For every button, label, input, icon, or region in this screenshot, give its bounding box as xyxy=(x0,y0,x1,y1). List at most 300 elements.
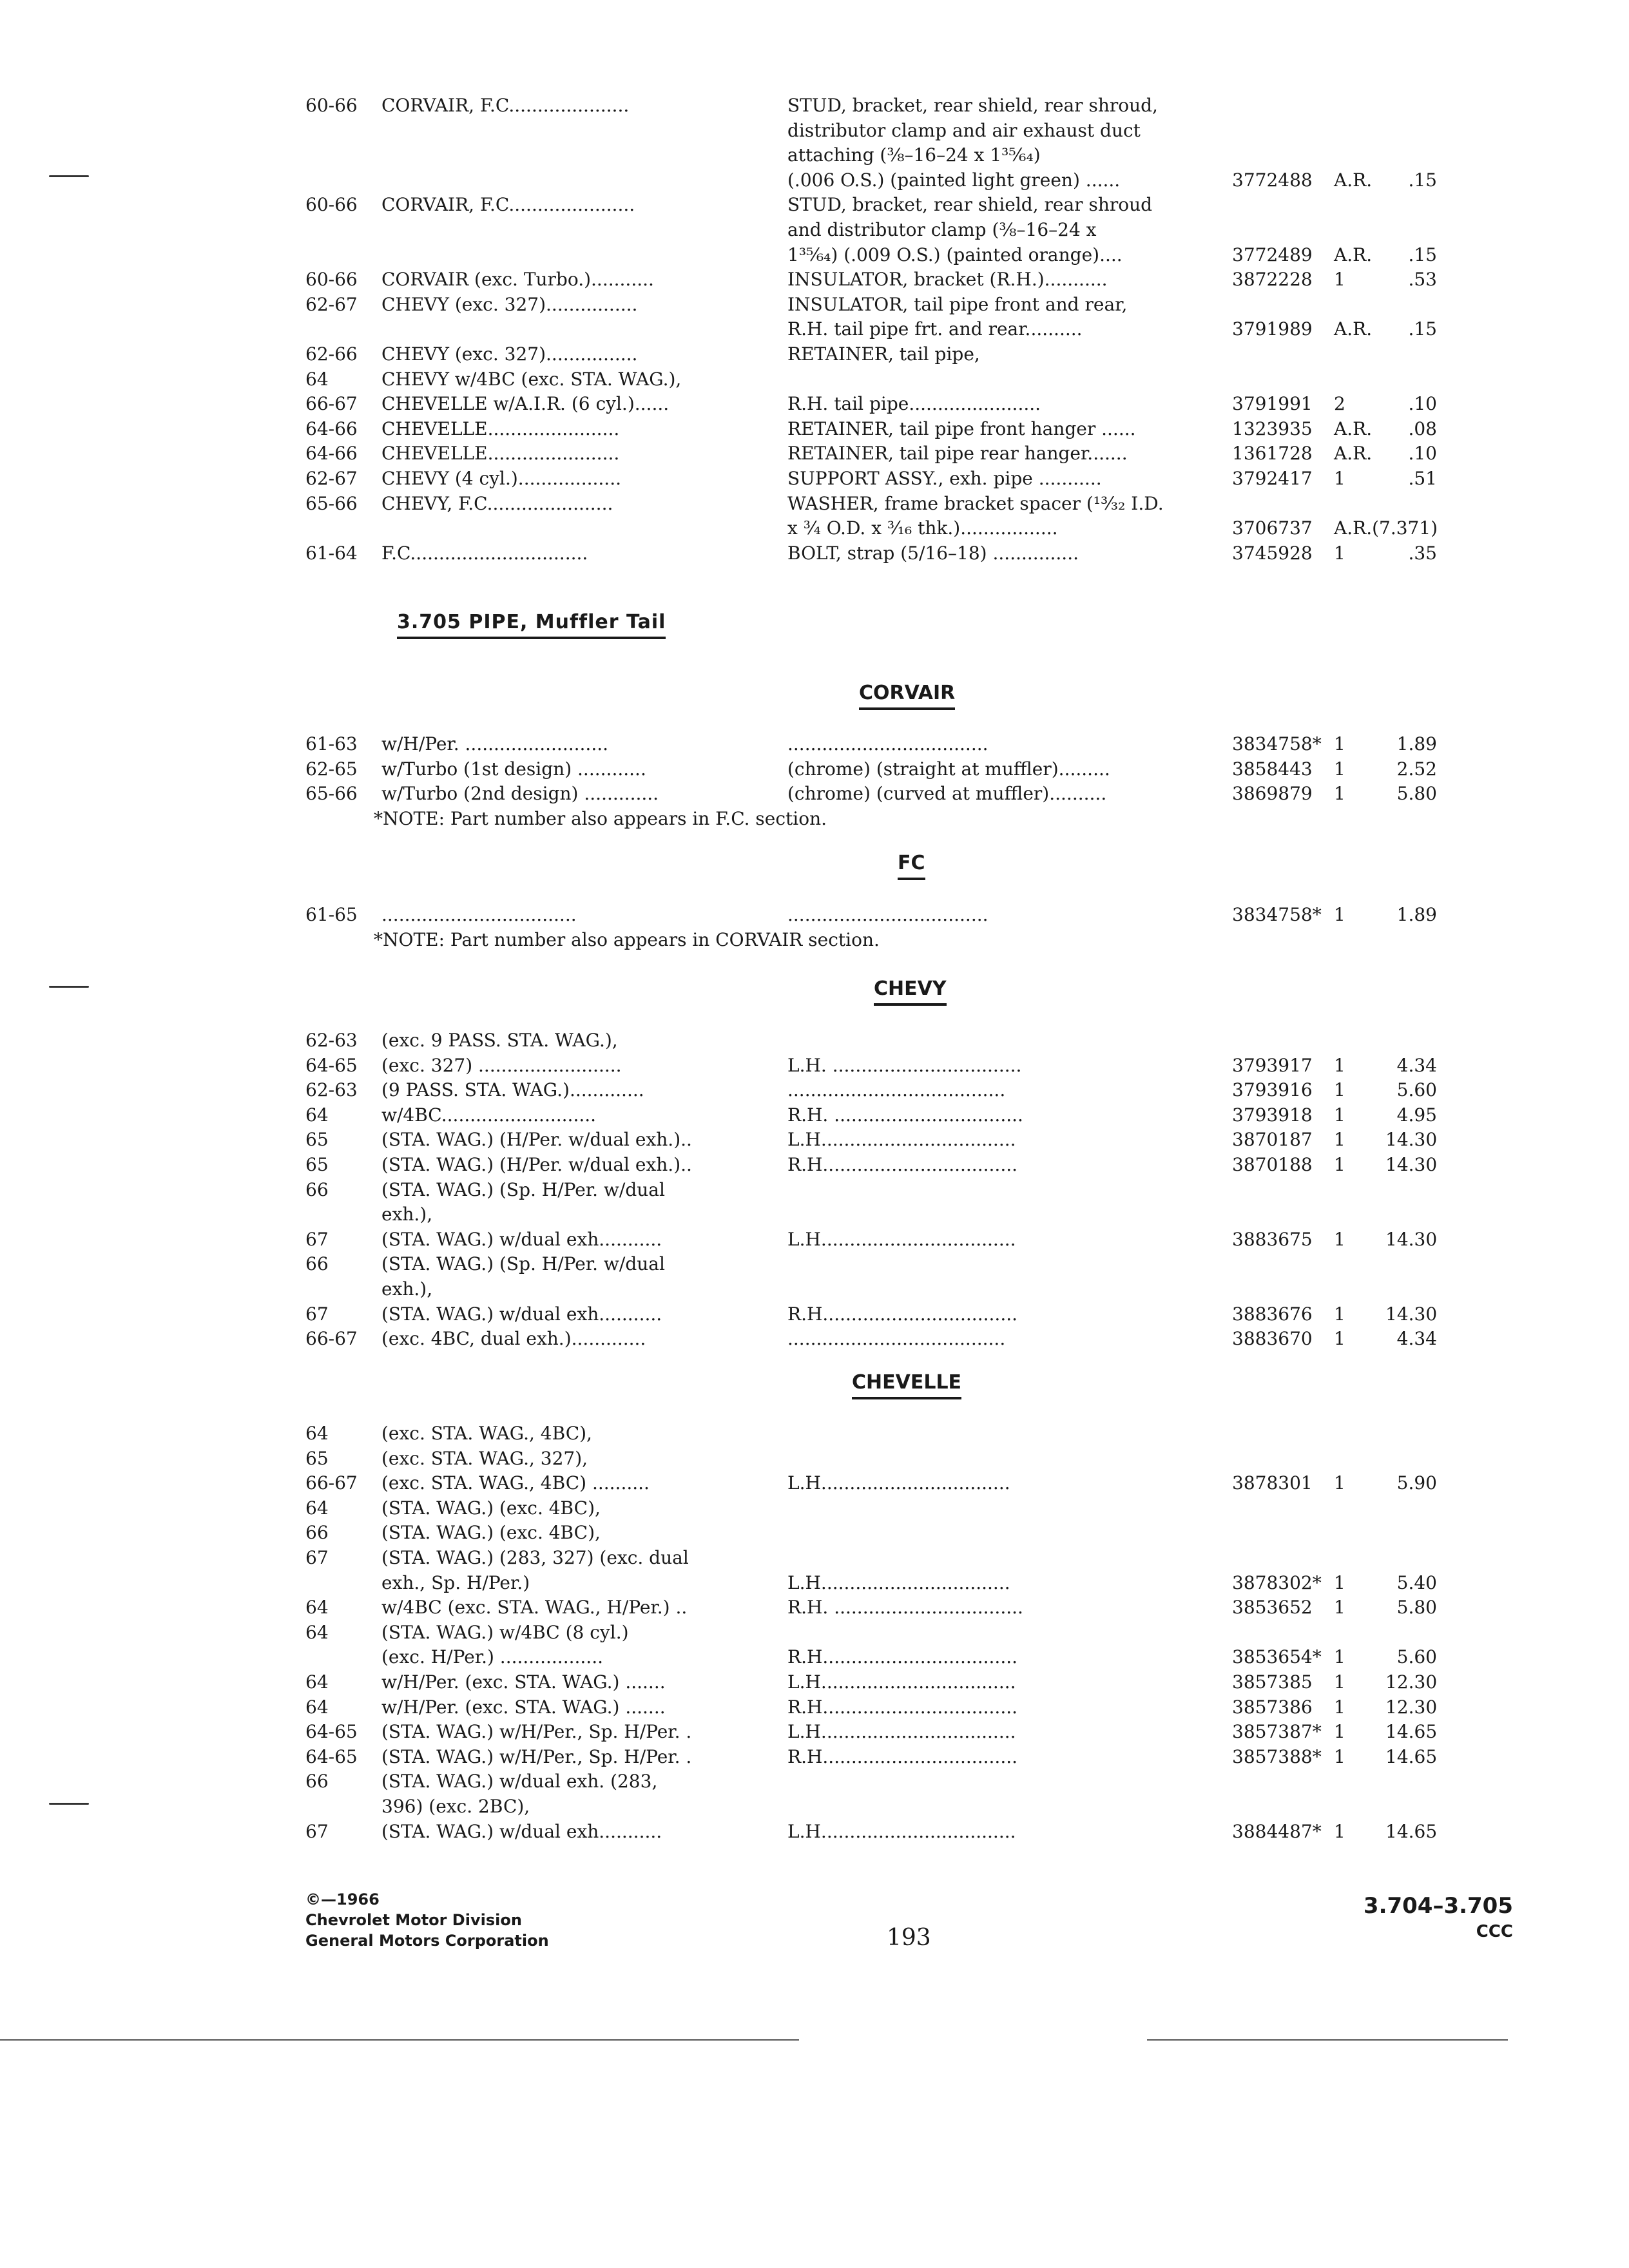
part-number-cell: 3869879 xyxy=(1232,783,1313,805)
price-cell: .15 xyxy=(1408,244,1437,265)
parts-row xyxy=(0,1819,1629,1845)
parts-row xyxy=(0,1545,1629,1571)
quantity-cell: 1 xyxy=(1334,758,1345,780)
description-cell: (.006 O.S.) (painted light green) ...... xyxy=(787,169,1121,191)
description-cell: L.H.................................. xyxy=(787,1129,1016,1151)
part-number-cell: 3706737 xyxy=(1232,517,1313,539)
part-number-cell: 3853652 xyxy=(1232,1597,1313,1619)
year-cell: 64 xyxy=(305,1104,329,1126)
price-cell: 4.34 xyxy=(1396,1328,1437,1350)
model-cell: CHEVY w/4BC (exc. STA. WAG.), xyxy=(381,368,682,390)
part-number-cell: 3878302* xyxy=(1232,1571,1322,1593)
parts-row xyxy=(0,316,1629,342)
year-cell: 62-67 xyxy=(305,293,358,315)
description-cell: R.H.................................. xyxy=(787,1154,1018,1175)
part-number-cell: 3745928 xyxy=(1232,542,1313,564)
parts-row xyxy=(0,1669,1629,1695)
model-cell: (STA. WAG.) (283, 327) (exc. dual xyxy=(381,1547,689,1568)
model-cell: (STA. WAG.) (Sp. H/Per. w/dual xyxy=(381,1253,665,1275)
division-text: Chevrolet Motor Division xyxy=(305,1911,522,1929)
year-cell: 60-66 xyxy=(305,95,358,116)
parts-row xyxy=(0,341,1629,367)
parts-row xyxy=(0,168,1629,193)
quantity-cell: 1 xyxy=(1334,1472,1345,1494)
model-cell: w/4BC (exc. STA. WAG., H/Per.) .. xyxy=(381,1597,688,1619)
quantity-cell: 1 xyxy=(1334,904,1345,925)
model-cell: (STA. WAG.) w/dual exh. (283, xyxy=(381,1771,658,1792)
parts-row xyxy=(0,731,1629,757)
model-cell: w/Turbo (2nd design) ............. xyxy=(381,783,659,805)
description-cell: 1³⁵⁄₆₄) (.009 O.S.) (painted orange).... xyxy=(787,244,1123,265)
part-number-cell: 3791991 xyxy=(1232,393,1313,415)
model-cell: (exc. 327) ......................... xyxy=(381,1054,622,1076)
description-cell: STUD, bracket, rear shield, rear shroud xyxy=(787,194,1153,216)
price-cell: 2.52 xyxy=(1396,758,1437,780)
parts-row xyxy=(0,367,1629,392)
description-cell: WASHER, frame bracket spacer (¹³⁄₃₂ I.D. xyxy=(787,492,1164,514)
parts-row xyxy=(0,416,1629,442)
parts-row xyxy=(0,242,1629,268)
corporation-text: General Motors Corporation xyxy=(305,1932,549,1950)
part-number-cell: 3793917 xyxy=(1232,1054,1313,1076)
chevy-heading-underline xyxy=(874,1003,947,1006)
quantity-cell: 1 xyxy=(1334,1328,1345,1350)
page-number: 193 xyxy=(887,1925,931,1951)
parts-row xyxy=(0,1053,1629,1079)
fc-heading-text: FC xyxy=(898,852,925,874)
model-cell: (exc. H/Per.) .................. xyxy=(381,1646,604,1668)
description-cell: L.H.................................. xyxy=(787,1721,1016,1743)
part-number-cell: 3793916 xyxy=(1232,1079,1313,1101)
parts-row xyxy=(0,1302,1629,1327)
price-cell: 14.30 xyxy=(1385,1129,1438,1151)
quantity-cell: 1 xyxy=(1334,733,1345,754)
parts-row xyxy=(0,1495,1629,1521)
price-cell: 4.95 xyxy=(1396,1104,1437,1126)
corvair-heading xyxy=(859,680,955,710)
year-cell: 62-63 xyxy=(305,1030,358,1051)
description-cell: attaching (⅜–16–24 x 1³⁵⁄₆₄) xyxy=(787,144,1041,166)
margin-mark xyxy=(49,1803,89,1805)
parts-row xyxy=(0,1251,1629,1277)
year-cell: 65-66 xyxy=(305,492,358,514)
price-cell: 1.89 xyxy=(1396,733,1437,754)
section-title-underline xyxy=(397,637,666,639)
year-cell: 61-65 xyxy=(305,904,358,925)
parts-row xyxy=(0,1644,1629,1670)
quantity-cell: A.R.(7.371) xyxy=(1334,517,1438,539)
year-cell: 61-63 xyxy=(305,733,358,754)
model-cell: (exc. 4BC, dual exh.)............. xyxy=(381,1328,646,1350)
year-cell: 64 xyxy=(305,1671,329,1693)
model-cell: (STA. WAG.) w/4BC (8 cyl.) xyxy=(381,1621,629,1643)
year-cell: 62-63 xyxy=(305,1079,358,1101)
model-cell: CHEVY (exc. 327)................ xyxy=(381,293,638,315)
description-cell: INSULATOR, bracket (R.H.)........... xyxy=(787,269,1108,291)
model-cell: F.C............................... xyxy=(381,542,588,564)
year-cell: 62-65 xyxy=(305,758,358,780)
chevelle-heading xyxy=(852,1370,961,1399)
year-cell: 67 xyxy=(305,1303,329,1325)
year-cell: 64 xyxy=(305,1696,329,1718)
price-cell: .53 xyxy=(1408,269,1437,291)
footer-section-range xyxy=(1364,1892,1513,1943)
parts-row xyxy=(0,1520,1629,1546)
quantity-cell: 1 xyxy=(1334,269,1345,291)
model-cell: exh., Sp. H/Per.) xyxy=(381,1571,530,1593)
quantity-cell: 1 xyxy=(1334,1571,1345,1593)
part-number-cell: 3834758* xyxy=(1232,904,1322,925)
year-cell: 64 xyxy=(305,368,329,390)
part-number-cell: 3884487* xyxy=(1232,1820,1322,1842)
description-cell: L.H. ................................. xyxy=(787,1054,1022,1076)
model-cell: (STA. WAG.) w/H/Per., Sp. H/Per. . xyxy=(381,1721,692,1743)
year-cell: 64 xyxy=(305,1497,329,1519)
description-cell: R.H. ................................. xyxy=(787,1104,1023,1126)
quantity-cell: 1 xyxy=(1334,1646,1345,1668)
parts-row xyxy=(0,466,1629,492)
model-cell: w/4BC........................... xyxy=(381,1104,597,1126)
parts-row xyxy=(0,1595,1629,1620)
model-cell: (STA. WAG.) (H/Per. w/dual exh.).. xyxy=(381,1129,692,1151)
year-cell: 65 xyxy=(305,1129,329,1151)
year-cell: 64-65 xyxy=(305,1745,358,1767)
part-number-cell: 3853654* xyxy=(1232,1646,1322,1668)
quantity-cell: 1 xyxy=(1334,1104,1345,1126)
model-cell: (STA. WAG.) (exc. 4BC), xyxy=(381,1497,601,1519)
parts-row xyxy=(0,1794,1629,1820)
part-number-cell: 3857385 xyxy=(1232,1671,1313,1693)
description-cell: L.H.................................. xyxy=(787,1671,1016,1693)
price-cell: 12.30 xyxy=(1385,1671,1438,1693)
parts-row xyxy=(0,756,1629,782)
description-cell: RETAINER, tail pipe front hanger ...... xyxy=(787,418,1136,439)
quantity-cell: A.R. xyxy=(1334,418,1373,439)
part-number-cell: 3791989 xyxy=(1232,318,1313,340)
model-cell: CORVAIR (exc. Turbo.)........... xyxy=(381,269,654,291)
year-cell: 60-66 xyxy=(305,194,358,216)
price-cell: 4.34 xyxy=(1396,1054,1437,1076)
price-cell: 5.40 xyxy=(1396,1571,1437,1593)
parts-row xyxy=(0,1077,1629,1103)
model-cell: CORVAIR, F.C..................... xyxy=(381,95,630,116)
price-cell: .15 xyxy=(1408,169,1437,191)
catalog-code-text: CCC xyxy=(1476,1922,1513,1941)
price-cell: 14.65 xyxy=(1385,1820,1438,1842)
quantity-cell: 1 xyxy=(1334,1696,1345,1718)
quantity-cell: 1 xyxy=(1334,542,1345,564)
quantity-cell: 1 xyxy=(1334,468,1345,489)
quantity-cell: 1 xyxy=(1334,1154,1345,1175)
parts-row xyxy=(0,1769,1629,1794)
description-cell: R.H.................................. xyxy=(787,1696,1018,1718)
corvair-note-text: *NOTE: Part number also appears in F.C. section. xyxy=(374,807,827,829)
parts-row xyxy=(0,515,1629,541)
parts-row xyxy=(0,93,1629,119)
quantity-cell: 1 xyxy=(1334,1671,1345,1693)
year-cell: 66 xyxy=(305,1253,329,1275)
margin-mark xyxy=(49,986,89,988)
fc-heading xyxy=(898,850,925,880)
fc-heading-underline xyxy=(898,878,925,880)
price-cell: .15 xyxy=(1408,318,1437,340)
part-number-cell: 1361728 xyxy=(1232,443,1313,465)
quantity-cell: 1 xyxy=(1334,1228,1345,1250)
parts-row xyxy=(0,1326,1629,1352)
chevy-heading xyxy=(874,976,947,1006)
parts-row xyxy=(0,441,1629,466)
model-cell: (exc. STA. WAG., 4BC), xyxy=(381,1423,592,1444)
year-cell: 67 xyxy=(305,1547,329,1568)
quantity-cell: A.R. xyxy=(1334,244,1373,265)
model-cell: w/H/Per. ......................... xyxy=(381,733,609,754)
price-cell: .08 xyxy=(1408,418,1437,439)
corvair-note xyxy=(0,806,1629,832)
year-cell: 64 xyxy=(305,1597,329,1619)
description-cell: RETAINER, tail pipe rear hanger....... xyxy=(787,443,1128,465)
model-cell: (9 PASS. STA. WAG.)............. xyxy=(381,1079,644,1101)
year-cell: 64-66 xyxy=(305,443,358,465)
parts-row xyxy=(0,1570,1629,1596)
model-cell: (STA. WAG.) w/dual exh........... xyxy=(381,1228,662,1250)
parts-row xyxy=(0,1127,1629,1153)
description-cell: L.H.................................. xyxy=(787,1228,1016,1250)
model-cell: CHEVELLE....................... xyxy=(381,443,620,465)
parts-row xyxy=(0,1695,1629,1720)
year-cell: 66 xyxy=(305,1178,329,1200)
chevy-heading-text: CHEVY xyxy=(874,977,947,1000)
model-cell: w/H/Per. (exc. STA. WAG.) ....... xyxy=(381,1696,666,1718)
description-cell: ................................... xyxy=(787,733,988,754)
year-cell: 64-66 xyxy=(305,418,358,439)
price-cell: 14.30 xyxy=(1385,1303,1438,1325)
quantity-cell: 2 xyxy=(1334,393,1345,415)
price-cell: 14.30 xyxy=(1385,1228,1438,1250)
part-number-cell: 3878301 xyxy=(1232,1472,1313,1494)
description-cell: INSULATOR, tail pipe front and rear, xyxy=(787,293,1128,315)
description-cell: STUD, bracket, rear shield, rear shroud, xyxy=(787,95,1158,116)
parts-row xyxy=(0,1177,1629,1203)
bottom-rule-left xyxy=(0,2039,799,2041)
year-cell: 62-66 xyxy=(305,343,358,365)
description-cell: (chrome) (straight at muffler)......... xyxy=(787,758,1110,780)
bottom-rule-right xyxy=(1147,2039,1508,2041)
part-number-cell: 3772489 xyxy=(1232,244,1313,265)
parts-row xyxy=(0,1744,1629,1770)
model-cell: (exc. STA. WAG., 4BC) .......... xyxy=(381,1472,650,1494)
quantity-cell: 1 xyxy=(1334,1721,1345,1743)
model-cell: (STA. WAG.) (H/Per. w/dual exh.).. xyxy=(381,1154,692,1175)
description-cell: x ¾ O.D. x ³⁄₁₆ thk.)................. xyxy=(787,517,1058,539)
parts-row xyxy=(0,1028,1629,1053)
price-cell: 5.80 xyxy=(1396,783,1437,805)
model-cell: CORVAIR, F.C...................... xyxy=(381,194,635,216)
model-cell: CHEVY, F.C...................... xyxy=(381,492,613,514)
model-cell: CHEVELLE....................... xyxy=(381,418,620,439)
model-cell: CHEVY (4 cyl.).................. xyxy=(381,468,622,489)
description-cell: and distributor clamp (⅜–16–24 x xyxy=(787,219,1097,240)
quantity-cell: A.R. xyxy=(1334,318,1373,340)
part-number-cell: 3834758* xyxy=(1232,733,1322,754)
parts-row xyxy=(0,292,1629,318)
part-number-cell: 3793918 xyxy=(1232,1104,1313,1126)
description-cell: L.H.................................. xyxy=(787,1820,1016,1842)
year-cell: 64 xyxy=(305,1621,329,1643)
part-number-cell: 1323935 xyxy=(1232,418,1313,439)
price-cell: .10 xyxy=(1408,443,1437,465)
parts-row xyxy=(0,267,1629,293)
part-number-cell: 3870187 xyxy=(1232,1129,1313,1151)
model-cell: (exc. STA. WAG., 327), xyxy=(381,1447,588,1469)
description-cell: L.H................................. xyxy=(787,1571,1010,1593)
price-cell: 5.80 xyxy=(1396,1597,1437,1619)
price-cell: 5.60 xyxy=(1396,1646,1437,1668)
chevelle-heading-text: CHEVELLE xyxy=(852,1371,962,1394)
price-cell: 5.90 xyxy=(1396,1472,1437,1494)
description-cell: BOLT, strap (5/16–18) ............... xyxy=(787,542,1079,564)
parts-row xyxy=(0,1227,1629,1253)
model-cell: (STA. WAG.) (Sp. H/Per. w/dual xyxy=(381,1178,665,1200)
part-number-cell: 3870188 xyxy=(1232,1154,1313,1175)
model-cell: (STA. WAG.) w/H/Per., Sp. H/Per. . xyxy=(381,1745,692,1767)
quantity-cell: 1 xyxy=(1334,783,1345,805)
price-cell: 1.89 xyxy=(1396,904,1437,925)
section-title-text: 3.705 PIPE, Muffler Tail xyxy=(397,611,666,633)
description-cell: ...................................... xyxy=(787,1328,1006,1350)
quantity-cell: 1 xyxy=(1334,1820,1345,1842)
year-cell: 66 xyxy=(305,1522,329,1544)
year-cell: 67 xyxy=(305,1228,329,1250)
description-cell: R.H.................................. xyxy=(787,1745,1018,1767)
part-number-cell: 3883676 xyxy=(1232,1303,1313,1325)
parts-row xyxy=(0,1152,1629,1178)
part-number-cell: 3858443 xyxy=(1232,758,1313,780)
description-cell: distributor clamp and air exhaust duct xyxy=(787,119,1141,141)
part-number-cell: 3792417 xyxy=(1232,468,1313,489)
year-cell: 66-67 xyxy=(305,1328,358,1350)
price-cell: 12.30 xyxy=(1385,1696,1438,1718)
footer-publisher xyxy=(305,1889,549,1951)
price-cell: 5.60 xyxy=(1396,1079,1437,1101)
part-number-cell: 3857387* xyxy=(1232,1721,1322,1743)
fc-note-text: *NOTE: Part number also appears in CORVAIR section. xyxy=(374,928,880,950)
copyright-text: ©—1966 xyxy=(305,1890,380,1908)
year-cell: 66 xyxy=(305,1771,329,1792)
parts-row xyxy=(0,541,1629,566)
quantity-cell: 1 xyxy=(1334,1054,1345,1076)
quantity-cell: A.R. xyxy=(1334,169,1373,191)
parts-row xyxy=(0,902,1629,928)
parts-row xyxy=(0,142,1629,168)
model-cell: exh.), xyxy=(381,1278,433,1300)
year-cell: 65 xyxy=(305,1447,329,1469)
corvair-heading-text: CORVAIR xyxy=(859,682,956,704)
description-cell: (chrome) (curved at muffler).......... xyxy=(787,783,1107,805)
corvair-heading-underline xyxy=(859,707,955,710)
parts-row xyxy=(0,1202,1629,1227)
description-cell: R.H. tail pipe frt. and rear.......... xyxy=(787,318,1083,340)
model-cell: CHEVY (exc. 327)................ xyxy=(381,343,638,365)
description-cell: R.H.................................. xyxy=(787,1303,1018,1325)
parts-row xyxy=(0,217,1629,243)
section-range-text: 3.704–3.705 xyxy=(1363,1893,1513,1919)
model-cell: CHEVELLE w/A.I.R. (6 cyl.)...... xyxy=(381,393,670,415)
parts-row xyxy=(0,491,1629,517)
description-cell: ...................................... xyxy=(787,1079,1006,1101)
quantity-cell: 1 xyxy=(1334,1745,1345,1767)
year-cell: 64-65 xyxy=(305,1054,358,1076)
parts-row xyxy=(0,1276,1629,1302)
quantity-cell: 1 xyxy=(1334,1079,1345,1101)
parts-row xyxy=(0,1102,1629,1128)
year-cell: 64-65 xyxy=(305,1721,358,1743)
year-cell: 62-67 xyxy=(305,468,358,489)
model-cell: .................................. xyxy=(381,904,577,925)
model-cell: w/H/Per. (exc. STA. WAG.) ....... xyxy=(381,1671,666,1693)
parts-row xyxy=(0,1470,1629,1496)
description-cell: R.H. ................................. xyxy=(787,1597,1023,1619)
parts-row xyxy=(0,192,1629,218)
year-cell: 66-67 xyxy=(305,1472,358,1494)
year-cell: 65 xyxy=(305,1154,329,1175)
model-cell: (STA. WAG.) (exc. 4BC), xyxy=(381,1522,601,1544)
description-cell: ................................... xyxy=(787,904,988,925)
price-cell: .35 xyxy=(1408,542,1437,564)
description-cell: R.H. tail pipe....................... xyxy=(787,393,1041,415)
model-cell: 396) (exc. 2BC), xyxy=(381,1796,530,1817)
price-cell: 14.30 xyxy=(1385,1154,1438,1175)
parts-row xyxy=(0,1620,1629,1646)
quantity-cell: A.R. xyxy=(1334,443,1373,465)
description-cell: L.H................................. xyxy=(787,1472,1010,1494)
year-cell: 64 xyxy=(305,1423,329,1444)
description-cell: SUPPORT ASSY., exh. pipe ........... xyxy=(787,468,1102,489)
parts-row xyxy=(0,118,1629,144)
description-cell: R.H.................................. xyxy=(787,1646,1018,1668)
part-number-cell: 3872228 xyxy=(1232,269,1313,291)
year-cell: 67 xyxy=(305,1820,329,1842)
section-title xyxy=(397,610,666,639)
quantity-cell: 1 xyxy=(1334,1129,1345,1151)
quantity-cell: 1 xyxy=(1334,1303,1345,1325)
part-number-cell: 3857388* xyxy=(1232,1745,1322,1767)
part-number-cell: 3883670 xyxy=(1232,1328,1313,1350)
model-cell: (STA. WAG.) w/dual exh........... xyxy=(381,1820,662,1842)
year-cell: 66-67 xyxy=(305,393,358,415)
part-number-cell: 3883675 xyxy=(1232,1228,1313,1250)
price-cell: 14.65 xyxy=(1385,1745,1438,1767)
margin-mark xyxy=(49,175,89,177)
parts-row xyxy=(0,1446,1629,1472)
year-cell: 60-66 xyxy=(305,269,358,291)
chevelle-heading-underline xyxy=(852,1397,961,1399)
year-cell: 65-66 xyxy=(305,783,358,805)
parts-row xyxy=(0,781,1629,807)
part-number-cell: 3772488 xyxy=(1232,169,1313,191)
part-number-cell: 3857386 xyxy=(1232,1696,1313,1718)
model-cell: (exc. 9 PASS. STA. WAG.), xyxy=(381,1030,618,1051)
price-cell: 14.65 xyxy=(1385,1721,1438,1743)
model-cell: (STA. WAG.) w/dual exh........... xyxy=(381,1303,662,1325)
description-cell: RETAINER, tail pipe, xyxy=(787,343,980,365)
fc-note xyxy=(0,927,1629,953)
price-cell: .10 xyxy=(1408,393,1437,415)
parts-row xyxy=(0,1421,1629,1446)
model-cell: w/Turbo (1st design) ............ xyxy=(381,758,646,780)
price-cell: .51 xyxy=(1408,468,1437,489)
year-cell: 61-64 xyxy=(305,542,358,564)
parts-row xyxy=(0,391,1629,417)
